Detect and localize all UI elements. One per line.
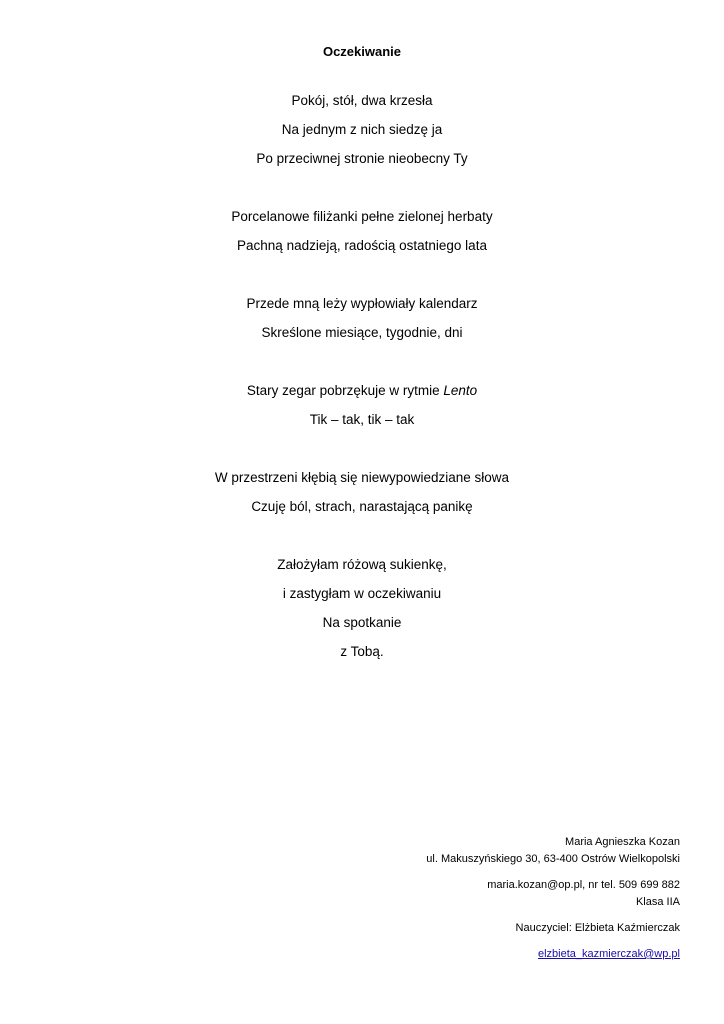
poem-body (0, 92, 724, 701)
author-contact: maria.kozan@op.pl, nr tel. 509 699 882 (487, 879, 680, 891)
stanza (0, 92, 724, 179)
poem-line-text: Stary zegar pobrzękuje w rytmie (246, 383, 444, 398)
poem-line-text: W przestrzeni kłębią się niewypowiedziane słowa (214, 470, 510, 485)
author-name: Maria Agnieszka Kozan (565, 836, 680, 848)
poem-line-text: Pachną nadzieją, radością ostatniego lata (237, 238, 487, 253)
poem-line (0, 237, 724, 266)
poem-line-italic: Lento (443, 383, 478, 398)
poem-line (0, 469, 724, 498)
poem-line (0, 585, 724, 614)
poem-line (0, 382, 724, 411)
poem-line-text: Skreślone miesiące, tygodnie, dni (261, 325, 463, 340)
poem-line (0, 121, 724, 150)
poem-line (0, 208, 724, 237)
author-info (426, 834, 680, 963)
poem-line-text: Tik – tak, tik – tak (309, 412, 415, 427)
poem-line-text: Czuję ból, strach, narastającą panikę (251, 499, 473, 514)
poem-line (0, 556, 724, 585)
poem-line-text: Po przeciwnej stronie nieobecny Ty (256, 151, 468, 166)
poem-line (0, 614, 724, 643)
teacher-name: Nauczyciel: Elżbieta Kaźmierczak (515, 922, 680, 934)
poem-line-text: Pokój, stół, dwa krzesła (291, 93, 433, 108)
teacher-email-row (426, 946, 680, 963)
poem-line-text: Porcelanowe filiżanki pełne zielonej herbaty (231, 209, 493, 224)
stanza (0, 556, 724, 672)
poem-line-text: Na spotkanie (322, 615, 402, 630)
stanza (0, 295, 724, 353)
poem-title: Oczekiwanie (322, 44, 402, 59)
poem-line-text: Na jednym z nich siedzę ja (281, 122, 443, 137)
poem-line (0, 324, 724, 353)
poem-line-text: Przede mną leży wypłowiały kalendarz (246, 296, 478, 311)
poem-line (0, 498, 724, 527)
stanza (0, 208, 724, 266)
stanza (0, 382, 724, 440)
author-class: Klasa IIA (635, 896, 680, 908)
poem-line-text: z Tobą. (340, 644, 384, 659)
poem-line (0, 295, 724, 324)
poem-line-text: i zastygłam w oczekiwaniu (282, 586, 442, 601)
stanza (0, 469, 724, 527)
poem-line (0, 92, 724, 121)
teacher-email-link[interactable]: elzbieta_kazmierczak@wp.pl (537, 948, 680, 960)
poem-line (0, 150, 724, 179)
poem-line (0, 411, 724, 440)
author-address: ul. Makuszyńskiego 30, 63-400 Ostrów Wielkopolski (426, 853, 680, 865)
poem-line-text: Założyłam różową sukienkę, (277, 557, 447, 572)
poem-line (0, 643, 724, 672)
